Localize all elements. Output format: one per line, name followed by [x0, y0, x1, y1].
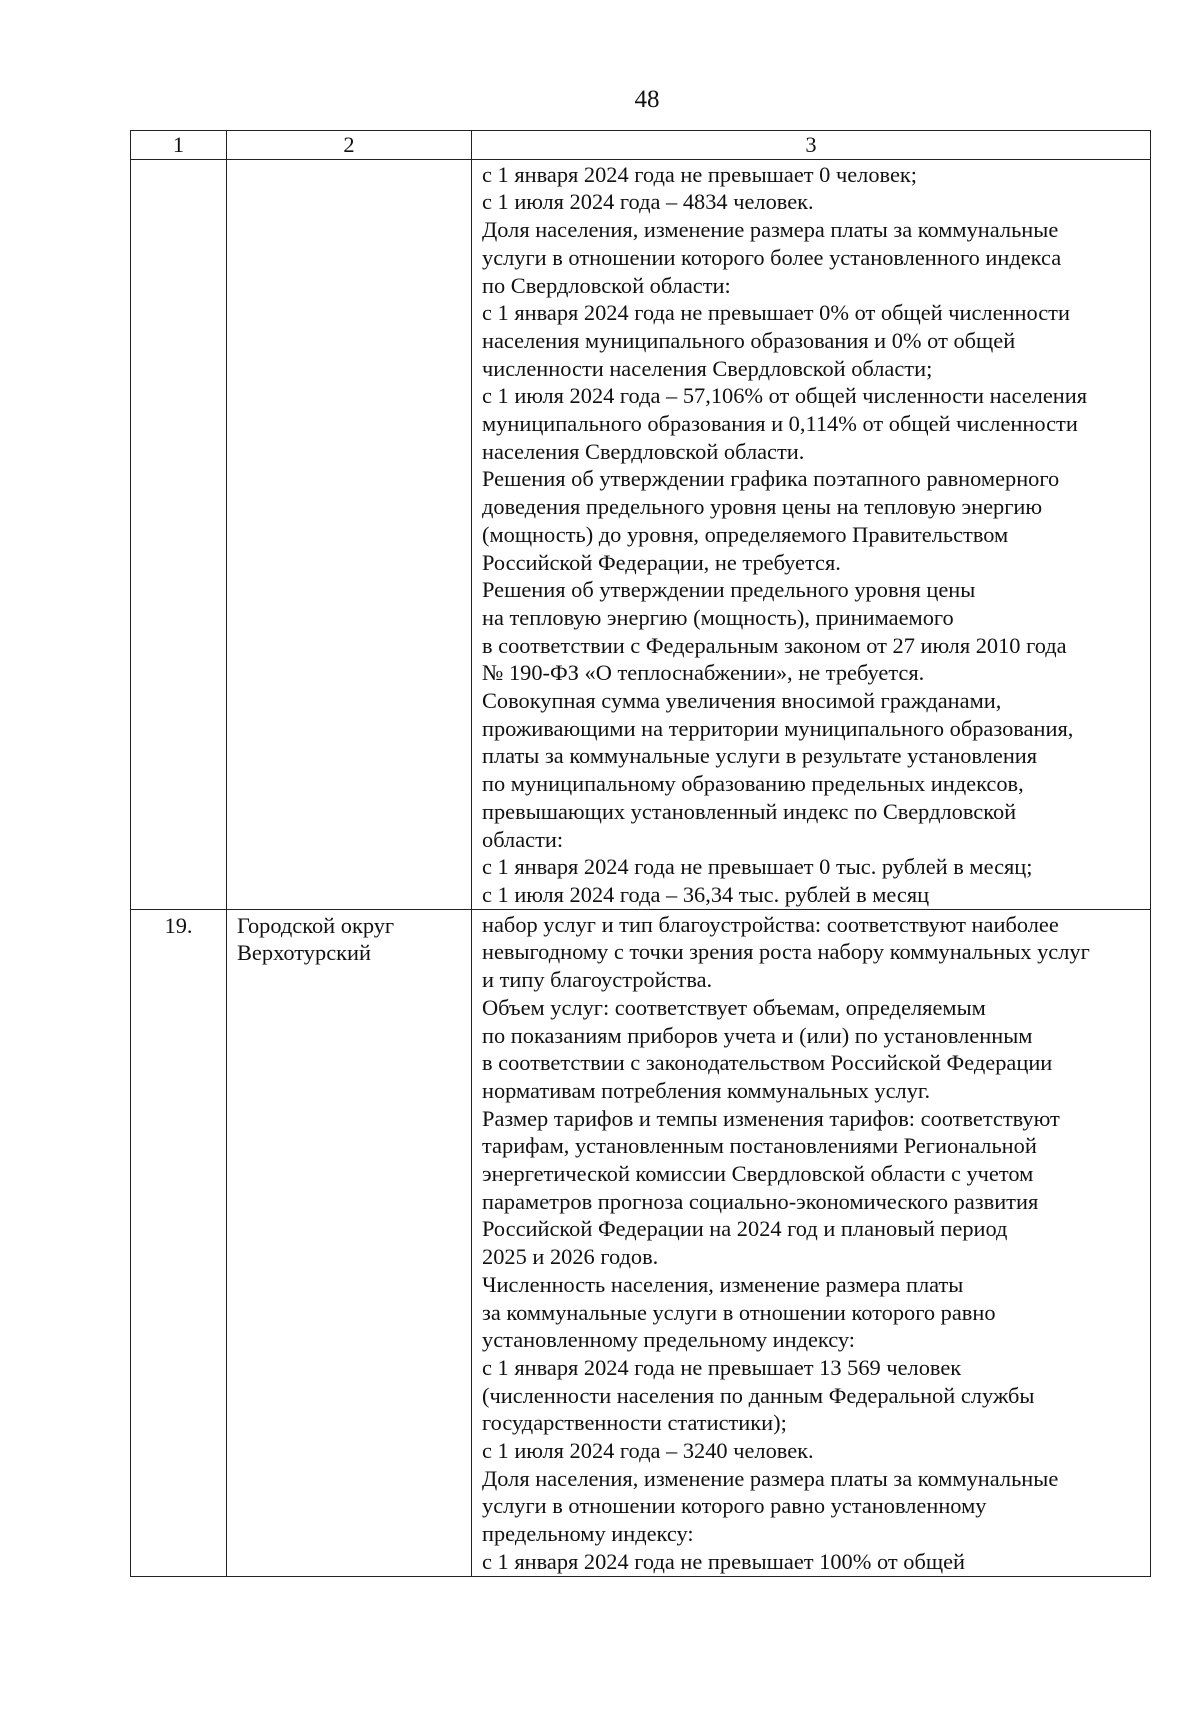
description-line: Совокупная сумма увеличения вносимой гражданами,	[482, 688, 1002, 714]
description-line: с 1 января 2024 года не превышает 0% от общей численности	[482, 300, 1070, 326]
municipality-name-line: Городской округ	[237, 912, 395, 938]
description-line: платы за коммунальные услуги в результате установления	[482, 743, 1038, 769]
description-line: невыгодному с точки зрения роста набору коммунальных услуг	[482, 939, 1090, 965]
description-line: Размер тарифов и темпы изменения тарифов: соответствуют	[482, 1105, 1060, 1131]
description-line: проживающими на территории муниципального образования,	[482, 715, 1074, 741]
description-line: Российской Федерации на 2024 год и плановый период	[482, 1216, 1008, 1242]
description-text	[472, 910, 1150, 1576]
description-line: и типу благоустройства.	[482, 967, 713, 993]
description-line: № 190-ФЗ «О теплоснабжении», не требуется.	[482, 660, 925, 686]
description-line: предельному индексу:	[482, 1521, 694, 1547]
description-line: с 1 января 2024 года не превышает 100% от общей	[482, 1548, 966, 1574]
description-cell	[472, 159, 1151, 909]
description-line: с 1 июля 2024 года – 4834 человек.	[482, 189, 814, 215]
description-line: государственности статистики);	[482, 1410, 787, 1436]
table-row	[131, 909, 1151, 1576]
description-line: Российской Федерации, не требуется.	[482, 549, 841, 575]
description-line: Решения об утверждении графика поэтапного равномерного	[482, 466, 1060, 492]
description-line: услуги в отношении которого равно установленному	[482, 1493, 987, 1519]
municipality-name-cell	[227, 909, 472, 1576]
description-line: на тепловую энергию (мощность), принимаемого	[482, 604, 954, 630]
description-line: Решения об утверждении предельного уровня цены	[482, 577, 976, 603]
document-table	[130, 130, 1151, 1577]
description-line: превышающих установленный индекс по Свердловской	[482, 798, 1017, 824]
description-line: нормативам потребления коммунальных услуг.	[482, 1077, 931, 1103]
row-number-cell: 19.	[131, 909, 227, 1576]
description-line: области:	[482, 826, 564, 852]
description-line: по Свердловской области:	[482, 272, 731, 298]
header-cell-col-3: 3	[472, 131, 1151, 160]
description-line: набор услуг и тип благоустройства: соответствуют наиболее	[482, 911, 1059, 937]
description-line: (численности населения по данным Федеральной службы	[482, 1382, 1035, 1408]
header-cell-col-1: 1	[131, 131, 227, 160]
description-line: энергетической комиссии Свердловской области с учетом	[482, 1161, 1034, 1187]
description-line: Объем услуг: соответствует объемам, определяемым	[482, 994, 986, 1020]
row-number-cell	[131, 159, 227, 909]
description-line: доведения предельного уровня цены на тепловую энергию	[482, 494, 1043, 520]
description-line: Доля населения, изменение размера платы за коммунальные	[482, 1465, 1059, 1491]
description-line: услуги в отношении которого более установленного индекса	[482, 244, 1062, 270]
description-line: в соответствии с законодательством Российской Федерации	[482, 1050, 1053, 1076]
description-line: Численность населения, изменение размера платы	[482, 1271, 964, 1297]
description-line: Доля населения, изменение размера платы за коммунальные	[482, 217, 1059, 243]
description-text	[472, 160, 1150, 909]
description-line: с 1 июля 2024 года – 3240 человек.	[482, 1438, 814, 1464]
description-line: за коммунальные услуги в отношении которого равно	[482, 1299, 996, 1325]
description-cell	[472, 909, 1151, 1576]
description-line: муниципального образования и 0,114% от общей численности	[482, 411, 1078, 437]
description-line: населения Свердловской области.	[482, 438, 805, 464]
description-line: с 1 января 2024 года не превышает 13 569 человек	[482, 1354, 962, 1380]
description-line: в соответствии с Федеральным законом от 27 июля 2010 года	[482, 632, 1067, 658]
table-header-row	[131, 131, 1151, 160]
page-number: 48	[634, 86, 660, 113]
description-line: параметров прогноза социально-экономического развития	[482, 1188, 1039, 1214]
description-line: с 1 июля 2024 года – 36,34 тыс. рублей в месяц	[482, 881, 930, 907]
description-line: населения муниципального образования и 0% от общей	[482, 327, 1016, 353]
table-row	[131, 159, 1151, 909]
description-line: установленному предельному индексу:	[482, 1327, 856, 1353]
description-line: с 1 июля 2024 года – 57,106% от общей численности населения	[482, 383, 1088, 409]
description-line: по показаниям приборов учета и (или) по установленным	[482, 1022, 1033, 1048]
description-line: (мощность) до уровня, определяемого Правительством	[482, 521, 1009, 547]
header-cell-col-2: 2	[227, 131, 472, 160]
description-line: 2025 и 2026 годов.	[482, 1244, 659, 1270]
description-line: с 1 января 2024 года не превышает 0 тыс. рублей в месяц;	[482, 854, 1033, 880]
description-line: численности населения Свердловской области;	[482, 355, 933, 381]
description-line: с 1 января 2024 года не превышает 0 человек;	[482, 161, 917, 187]
description-line: по муниципальному образованию предельных индексов,	[482, 771, 1024, 797]
description-line: тарифам, установленным постановлениями Региональной	[482, 1133, 1037, 1159]
municipality-name-line: Верхотурский	[237, 940, 371, 966]
municipality-name-cell	[227, 159, 472, 909]
